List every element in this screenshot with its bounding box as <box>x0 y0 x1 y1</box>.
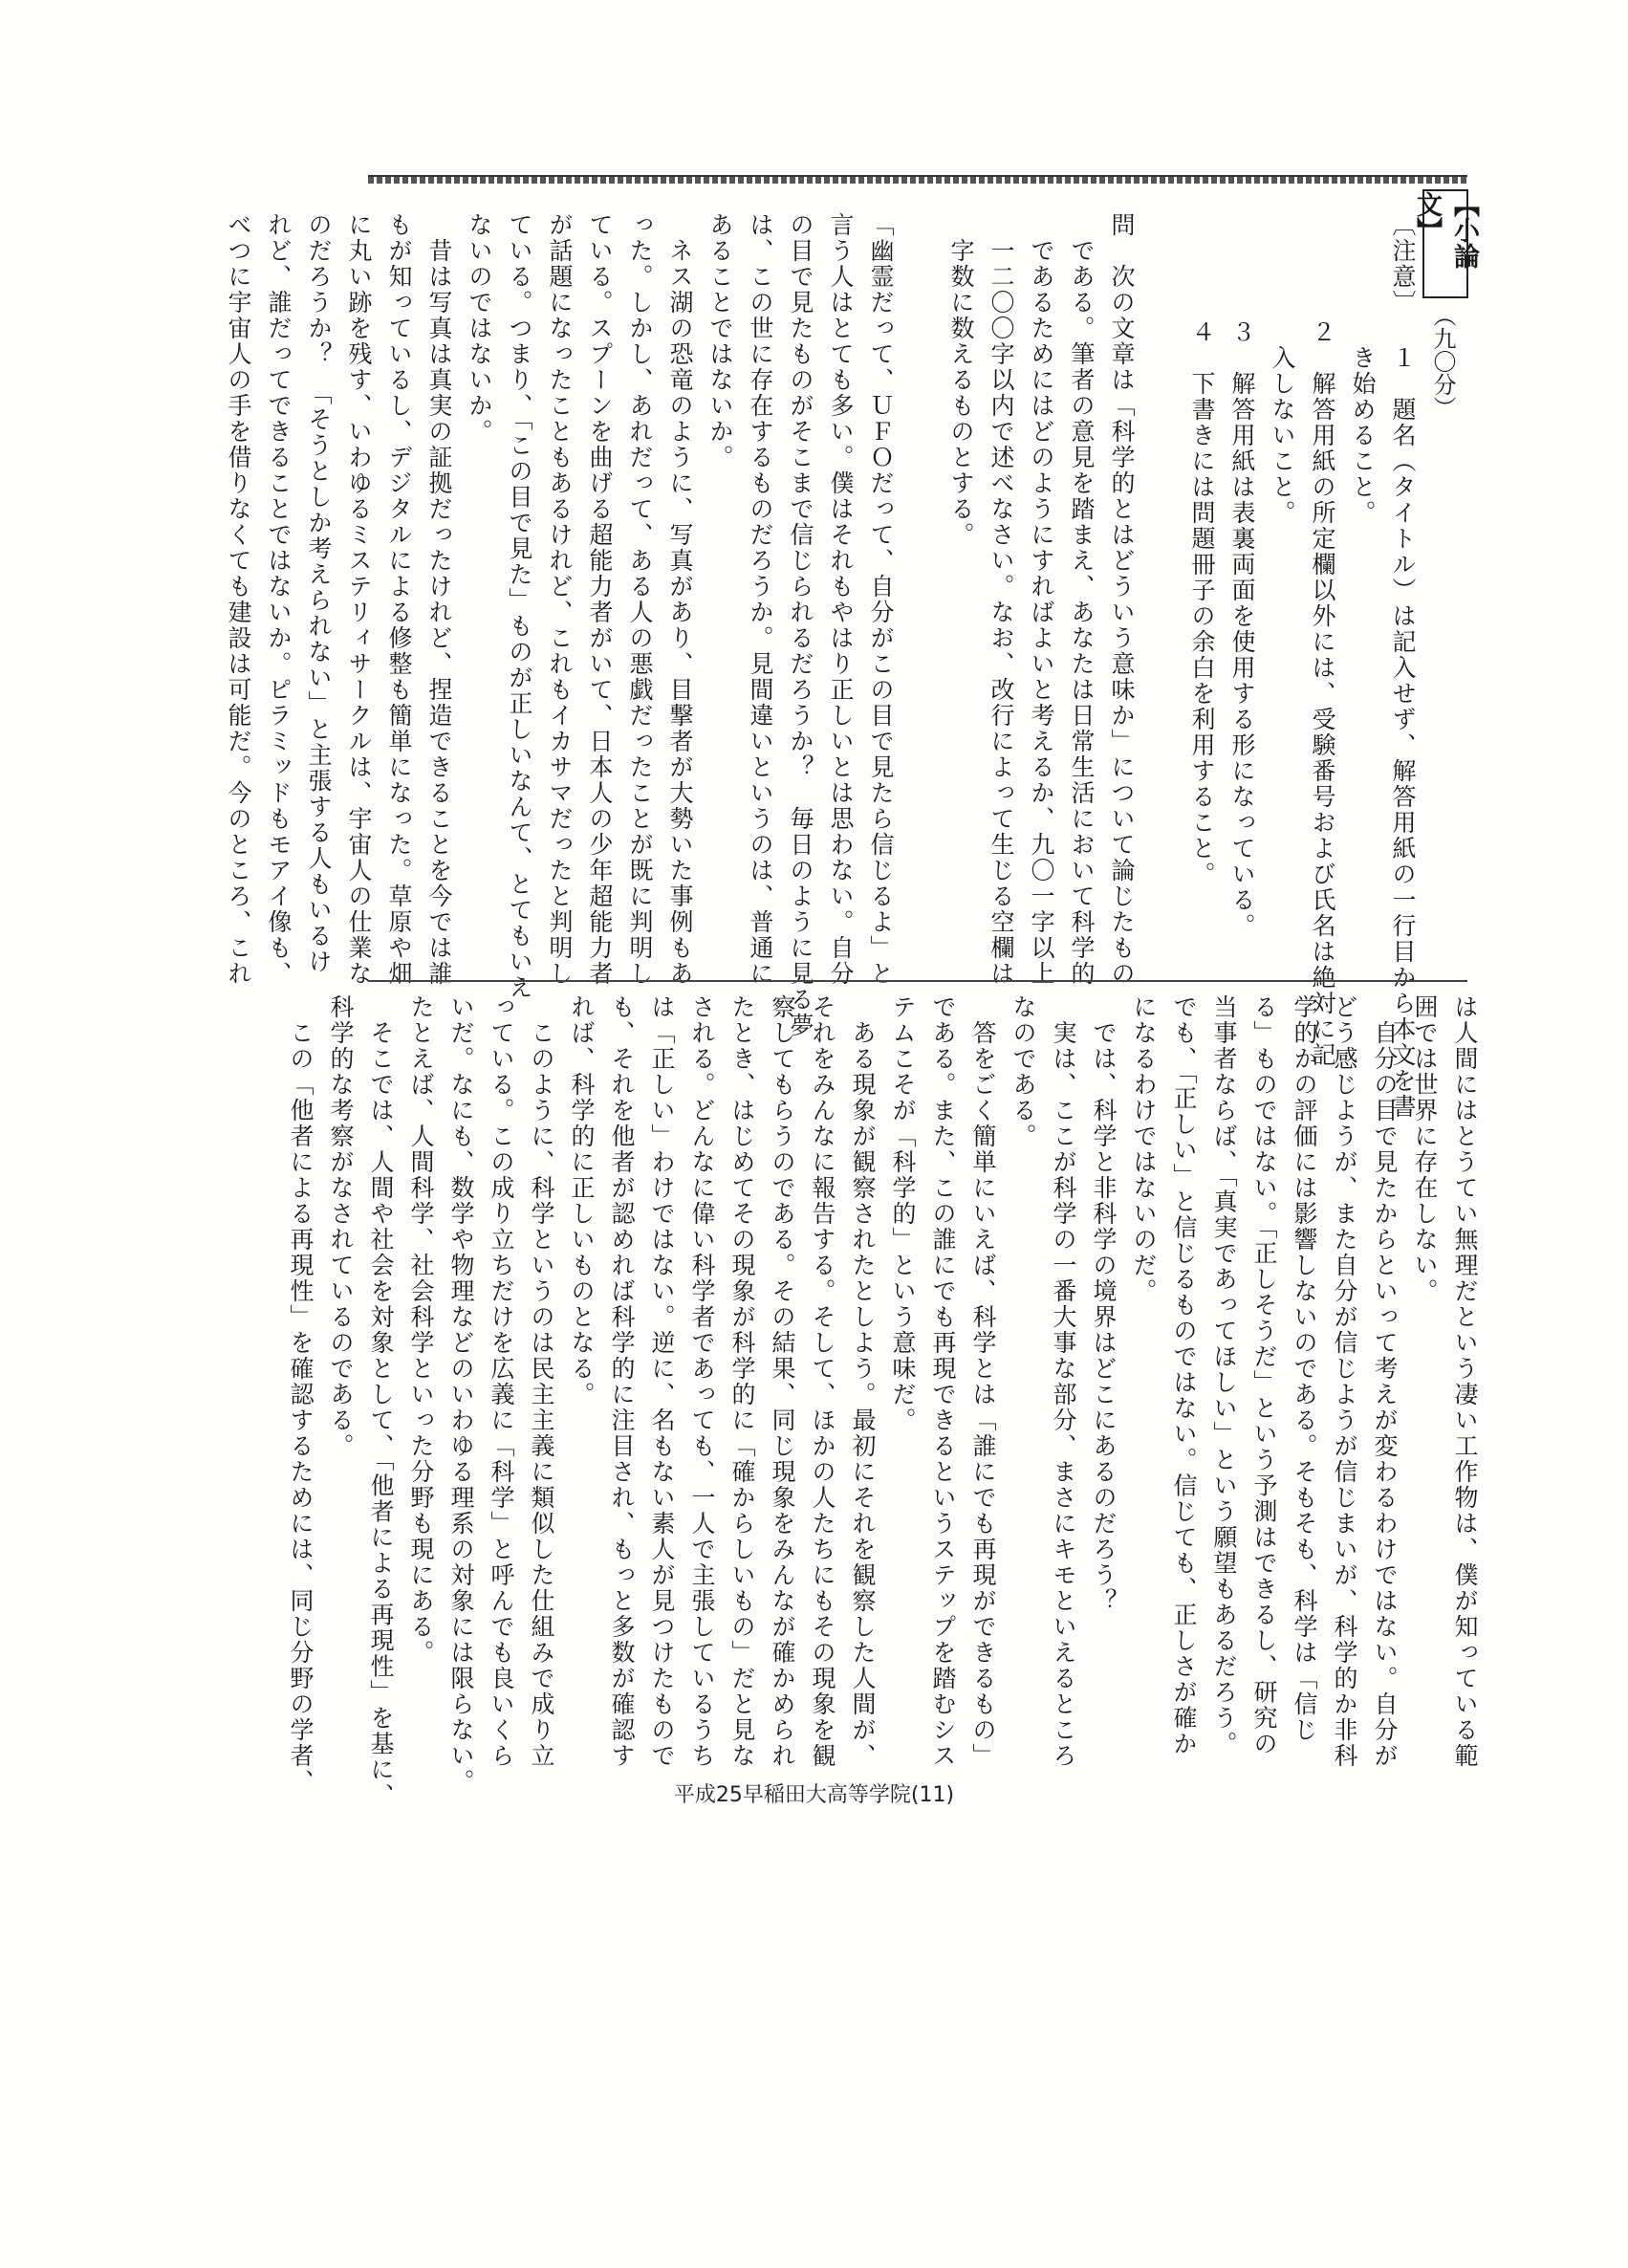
section-heading: 【小論文】 <box>1422 189 1468 298</box>
instructions-and-passage-top: 〔注意〕 １ 題名（タイトル）は記入せず、解答用紙の一行目から本文を書 き始めること。 ２ 解答用紙の所定欄以外には、受験番号および氏名は絶対に記 入しないこと。 ３ 解答用紙は表裏両面を使用する形になっている。 ４ 下書きには問題冊子の余白を利用すること。 問 次の文章は「科学的とはどういう意味か」について論じたもの である。筆者の意見を踏まえ、あなたは日常生活において科学的 であるためにはどのようにすればよいと考えるか、九〇一字以上 一二〇〇字以内で述べなさい。なお、改行によって生じる空欄は 字数に数えるものとする。 「幽霊だって、ＵＦＯだって、自分がこの目で見たら信じるよ」と 言う人はとても多い。僕はそれもやはり正しいとは思わない。自分 の目で見たものがそこまで信じられるだろうか？ 毎日のように見る夢 は、この世に存在するものだろうか。見間違いというのは、普通に あることではないか。 ネス湖の恐竜のように、写真があり、目撃者が大勢いた事例もあ った。しかし、あれだって、ある人の悪戯だったことが既に判明し ている。スプーンを曲げる超能力者がいて、日本人の少年超能力者 が話題になったこともあるけれど、これもイカサマだったと判明し ている。つまり、「この目で見た」ものが正しいなんて、とてもいえ ないのではないか。 昔は写真は真実の証拠だったけれど、捏造できることを今では誰 もが知っているし、デジタルによる修整も簡単になった。草原や畑 に丸い跡を残す、いわゆるミステリィサークルは、宇宙人の仕業な のだろうか？ 「そうとしか考えられない」と主張する人もいるけ れど、誰だってできることではないか。ピラミッドもモアイ像も、 べつに宇宙人の手を借りなくても建設は可能だ。今のところ、これ <box>225 212 1417 1120</box>
middle-divider <box>368 980 1467 982</box>
time-allotment: （九〇分） <box>1429 304 1456 419</box>
passage-bottom: は人間にはとうてい無理だという凄い工作物は、僕が知っている範 囲では世界に存在しない。 自分の目で見たからといって考えが変わるわけではない。自分が どう感じようが、また自分が信じようが信じまいが、科学的か非科 学的かの評価には影響しないのである。そもそも、科学は「信じ る」ものではない。「正しそうだ」という予測はできるし、研究の 当事者ならば、「真実であってほしい」という願望もあるだろう。 でも、「正しい」と信じるものではない。信じても、正しさが確か になるわけではないのだ。 では、科学と非科学の境界はどこにあるのだろう？ 実は、ここが科学の一番大事な部分、まさにキモといえるところ なのである。 答をごく簡単にいえば、科学とは「誰にでも再現ができるもの」 である。また、この誰にでも再現できるというステップを踏むシス テムこそが「科学的」という意味だ。 ある現象が観察されたとしよう。最初にそれを観察した人間が、 それをみんなに報告する。そして、ほかの人たちにもその現象を観 察してもらうのである。その結果、同じ現象をみんなが確かめられ たとき、はじめてその現象が科学的に「確からしいもの」だと見な される。どんなに偉い科学者であっても、一人で主張しているうち は「正しい」わけではない。逆に、名もない素人が見つけたもので も、それを他者が認めれば科学的に注目され、もっと多数が確認す れば、科学的に正しいものとなる。 このように、科学というのは民主主義に類似した仕組みで成り立 っている。この成り立ちだけを広義に「科学」と呼んでも良いくら いだ。なにも、数学や物理などのいわゆる理系の対象には限らない。 たとえば、人間科学、社会科学といった分野も現にある。 そこでは、人間や社会を対象として、「他者による再現性」を基に、 科学的な考察がなされているのである。 この「他者による再現性」を確認するためには、同じ分野の学者、 <box>287 994 1479 1809</box>
top-wavy-divider <box>368 175 1467 184</box>
page-footer: 平成25早稲田大高等学院(11) <box>673 1783 955 1807</box>
